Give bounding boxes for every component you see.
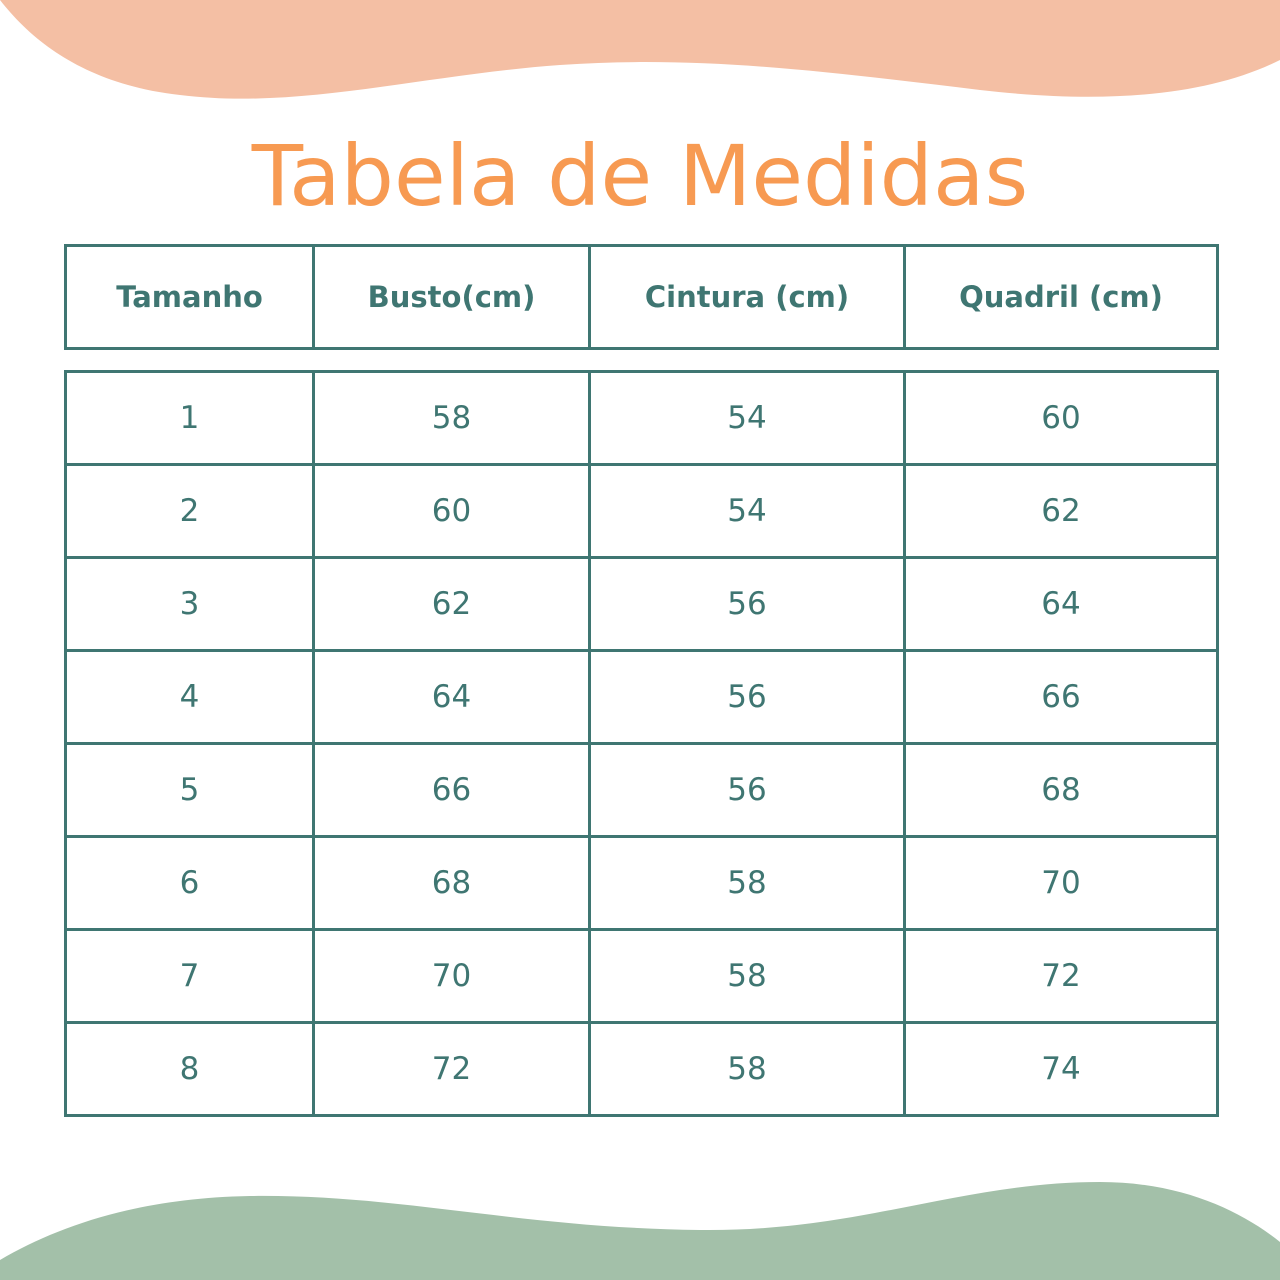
cell-quadril: 70 — [905, 837, 1218, 930]
table-row — [66, 465, 1218, 558]
table-row — [66, 1023, 1218, 1116]
bottom-wave-decoration — [0, 1170, 1280, 1280]
cell-quadril: 72 — [905, 930, 1218, 1023]
header-cintura: Cintura (cm) — [590, 246, 905, 349]
cell-busto: 64 — [314, 651, 590, 744]
table-row — [66, 837, 1218, 930]
page-title: Tabela de Medidas — [251, 127, 1029, 225]
header-tamanho: Tamanho — [66, 246, 314, 349]
cell-quadril: 64 — [905, 558, 1218, 651]
cell-tamanho: 3 — [66, 558, 314, 651]
header-row — [66, 246, 1218, 349]
table-row — [66, 372, 1218, 465]
cell-tamanho: 7 — [66, 930, 314, 1023]
cell-tamanho: 8 — [66, 1023, 314, 1116]
cell-busto: 68 — [314, 837, 590, 930]
cell-cintura: 58 — [590, 837, 905, 930]
cell-quadril: 74 — [905, 1023, 1218, 1116]
cell-cintura: 56 — [590, 744, 905, 837]
cell-cintura: 58 — [590, 930, 905, 1023]
cell-busto: 72 — [314, 1023, 590, 1116]
cell-tamanho: 4 — [66, 651, 314, 744]
measurements-data-table — [64, 370, 1219, 1117]
cell-tamanho: 1 — [66, 372, 314, 465]
cell-tamanho: 2 — [66, 465, 314, 558]
table-row — [66, 744, 1218, 837]
header-quadril: Quadril (cm) — [905, 246, 1218, 349]
cell-cintura: 54 — [590, 465, 905, 558]
cell-tamanho: 5 — [66, 744, 314, 837]
table-row — [66, 651, 1218, 744]
table-row — [66, 558, 1218, 651]
cell-busto: 62 — [314, 558, 590, 651]
cell-quadril: 62 — [905, 465, 1218, 558]
cell-busto: 60 — [314, 465, 590, 558]
cell-cintura: 58 — [590, 1023, 905, 1116]
cell-tamanho: 6 — [66, 837, 314, 930]
header-busto: Busto(cm) — [314, 246, 590, 349]
cell-cintura: 54 — [590, 372, 905, 465]
cell-cintura: 56 — [590, 651, 905, 744]
cell-quadril: 60 — [905, 372, 1218, 465]
cell-quadril: 66 — [905, 651, 1218, 744]
measurements-header-table — [64, 244, 1219, 350]
top-wave-decoration — [0, 0, 1280, 110]
table-row — [66, 930, 1218, 1023]
cell-busto: 58 — [314, 372, 590, 465]
cell-busto: 66 — [314, 744, 590, 837]
cell-busto: 70 — [314, 930, 590, 1023]
cell-quadril: 68 — [905, 744, 1218, 837]
cell-cintura: 56 — [590, 558, 905, 651]
